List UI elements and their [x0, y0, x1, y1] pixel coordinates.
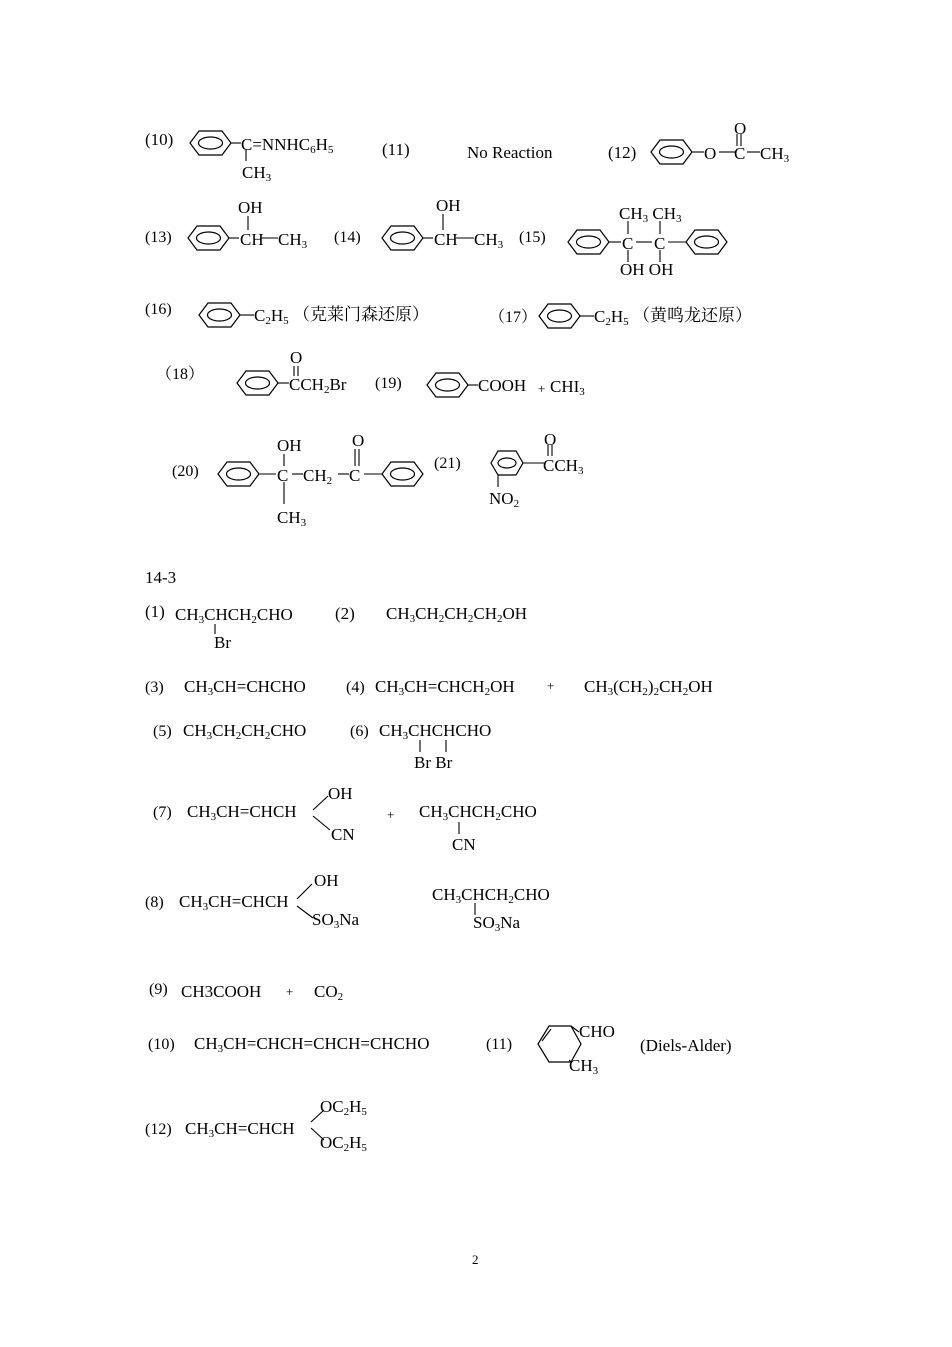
ester-o-12: O — [704, 144, 717, 163]
carbon2-15: C — [654, 234, 666, 253]
hydroxyl-14: OH — [436, 196, 461, 215]
b-upper-12: $OC_2H_5$ — [320, 1097, 367, 1118]
b-formula-7: $CH_3CH=CHCH$ — [187, 802, 297, 823]
b-formula-8: $CH_3CH=CHCH$ — [179, 892, 289, 913]
plus-19: + — [538, 381, 546, 396]
note-17: （黄鸣龙还原） — [633, 306, 752, 325]
b-extra-8: $CH_3CHCH_2CHO$ — [432, 885, 550, 906]
benzene-ring-13 — [188, 216, 278, 250]
b-extra-sub-8: $SO_3Na$ — [473, 913, 521, 934]
benzene-ring-16 — [199, 303, 254, 327]
b-item-num-8: (8) — [145, 894, 164, 911]
b-item-num-1: (1) — [145, 602, 165, 621]
hydroxyl-20: OH — [277, 436, 302, 455]
item-num-21: (21) — [434, 455, 461, 472]
b-upper-8: OH — [314, 871, 339, 890]
b-formula-5: $CH_3CH_2CH_2CHO$ — [183, 721, 307, 742]
b-formula-1: $CH_3CHCH_2CHO$ — [175, 605, 293, 626]
carbon2-20: C — [349, 466, 361, 485]
b-extra-9: $CO_2$ — [314, 982, 344, 1003]
benzene-ring-14 — [382, 214, 474, 250]
pinacol-structure-15 — [568, 221, 727, 262]
b-item-num-7: (7) — [153, 804, 172, 821]
hydroxyls-15: OH OH — [620, 260, 674, 279]
b-item-num-9: (9) — [149, 981, 168, 998]
carbon1-20: C — [277, 466, 289, 485]
item-num-14: (14) — [334, 229, 361, 246]
item-num-10: (10) — [145, 130, 174, 149]
benzene-ring-10 — [190, 131, 246, 161]
b-item-num-6: (6) — [350, 723, 369, 740]
item-num-13: (13) — [145, 229, 172, 246]
methylene-20: $CH_2$ — [303, 466, 333, 487]
carbon-12: C — [734, 144, 746, 163]
b-item-num-3: (3) — [145, 679, 164, 696]
item-num-15: (15) — [519, 229, 546, 246]
b-lower-12: $OC_2H_5$ — [320, 1133, 367, 1154]
b-plus-4: + — [547, 678, 555, 693]
formula-10: $C=NNHC_6H_5$ — [241, 135, 334, 156]
b-extra-7: $CH_3CHCH_2CHO$ — [419, 802, 537, 823]
benzene-ring-17 — [539, 304, 594, 328]
ch-13: CH — [240, 230, 264, 249]
item-num-11: (11) — [382, 140, 410, 159]
hydroxyl-13: OH — [238, 198, 263, 217]
carbonyl-o-21: O — [544, 430, 557, 449]
b-formula-3: $CH_3CH=CHCHO$ — [184, 677, 306, 698]
acetyl-21: $CCH_3$ — [543, 456, 584, 477]
b-plus-7: + — [387, 807, 395, 822]
benzene-ring-19 — [427, 373, 478, 397]
b-item-num-4: (4) — [346, 679, 365, 696]
b-upper-11: CHO — [579, 1022, 615, 1041]
b-item-num-11: (11) — [486, 1036, 513, 1053]
b-upper-7: OH — [328, 784, 353, 803]
note-16: （克莱门森还原） — [293, 305, 429, 324]
carboxyl-19: COOH — [478, 376, 527, 395]
item-num-18: （18） — [156, 366, 205, 383]
b-sub-6: Br Br — [414, 753, 453, 772]
b-formula-9: CH3COOH — [181, 982, 262, 1001]
methyl-12: $CH_3$ — [760, 144, 790, 165]
b-item-num-2: (2) — [335, 604, 355, 623]
page-number: 2 — [472, 1252, 479, 1267]
section-heading: 14-3 — [145, 568, 177, 587]
item-num-20: (20) — [172, 463, 199, 480]
b-note-11: (Diels-Alder) — [640, 1036, 732, 1055]
b-formula-12: $CH_3CH=CHCH$ — [185, 1119, 295, 1140]
methyl-20: $CH_3$ — [277, 508, 307, 529]
carbonyl-o-12: O — [734, 119, 747, 138]
b-formula-6: $CH_3CHCHCHO$ — [379, 721, 492, 742]
carbonyl-o-18: O — [290, 348, 303, 367]
b-formula-4: $CH_3CH=CHCH_2OH$ — [375, 677, 515, 698]
b-item-num-12: (12) — [145, 1121, 172, 1138]
methyls-15: $CH_3$ $CH_3$ — [619, 204, 682, 225]
methyl-13: $CH_3$ — [278, 230, 308, 251]
nitro-21: $NO_2$ — [489, 489, 520, 510]
item-num-17: （17） — [489, 309, 538, 326]
no-reaction-text: No Reaction — [467, 143, 553, 162]
b-formula-2: $CH_3CH_2CH_2CH_2OH$ — [386, 604, 528, 625]
methyl-14: $CH_3$ — [474, 230, 504, 251]
b-sub-1: Br — [214, 633, 231, 652]
item-num-16: (16) — [145, 301, 172, 318]
b-lower-11: $CH_3$ — [569, 1056, 599, 1077]
ethyl-16: $C_2H_5$ — [254, 306, 289, 327]
iodoform-19: $CHI_3$ — [550, 377, 585, 398]
b-formula-10: $CH_3CH=CHCH=CHCH=CHCHO$ — [194, 1034, 430, 1055]
ethyl-17: $C_2H_5$ — [594, 307, 629, 328]
carbon1-15: C — [622, 234, 634, 253]
formula-18: $CCH_2Br$ — [289, 375, 347, 396]
item-num-19: (19) — [375, 375, 402, 392]
item-num-12: (12) — [608, 143, 637, 162]
sub-10: $CH_3$ — [242, 163, 272, 184]
ch-14: CH — [434, 230, 458, 249]
b-extra-4: $CH_3(CH_2)_2CH_2OH$ — [584, 677, 713, 698]
b-lower-7: CN — [331, 825, 355, 844]
b-item-num-5: (5) — [153, 723, 172, 740]
carbonyl-o-20: O — [352, 431, 365, 450]
b-extra-sub-7: CN — [452, 835, 476, 854]
b-lower-8: $SO_3Na$ — [312, 910, 360, 931]
b-item-num-10: (10) — [148, 1036, 175, 1053]
b-plus-9: + — [286, 984, 294, 999]
